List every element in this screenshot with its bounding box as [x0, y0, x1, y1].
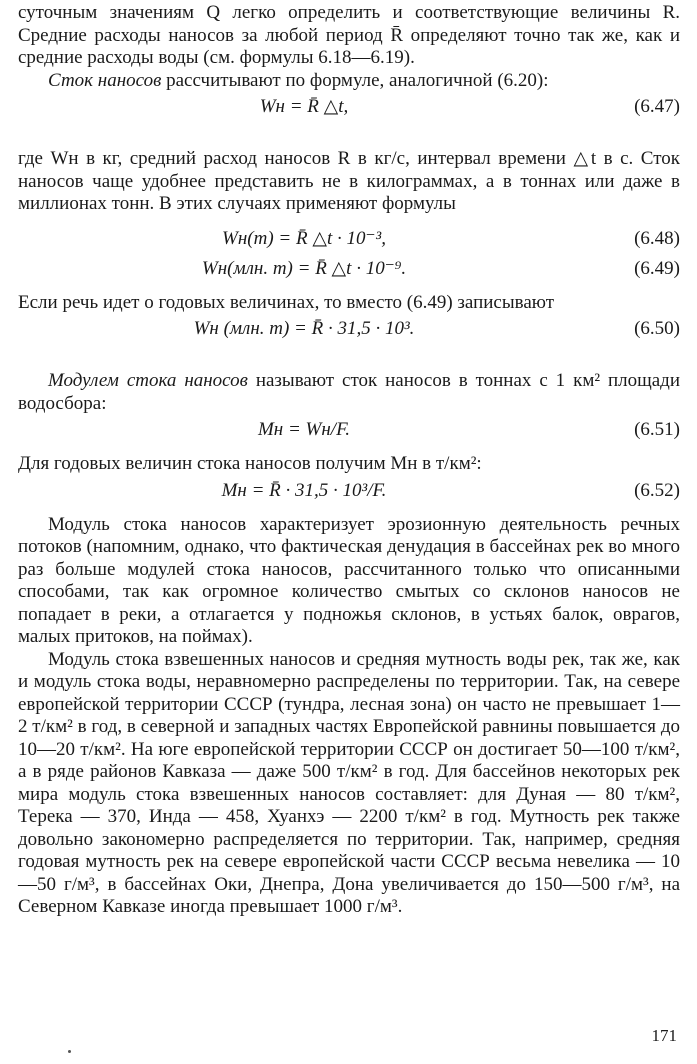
formula-6-47 — [18, 92, 680, 122]
paragraph-units: где Wн в кг, средний расход наносов R в кг/с, интервал времени △t в с. Сток наносов чаще удобнее представить не в килограммах, а в тоннах или даже в миллионах тонн. В этих случаях применяют формулы — [18, 148, 680, 214]
paragraph-erosion: Модуль стока наносов характеризует эрозионную деятельность речных потоков (напомним, однако, что фактическая денудация в бассейнах рек во много раз больше модулей стока наносов, рассчитанного только что описанными способами, так как огромное количество смытых со склонов наносов не попадает в реки, а отлагается у подножья склонов, в устьях балок, оврагов, малых притоков, на поймах). — [18, 513, 680, 647]
formula-6-52-number: (6.52) — [634, 479, 680, 501]
print-speck — [68, 1050, 71, 1053]
formula-6-48-number: (6.48) — [634, 227, 680, 249]
formula-6-48-expression: Wн(т) = R̄ △t · 10⁻³, — [222, 227, 386, 249]
formula-6-48 — [18, 224, 680, 254]
page-number: 171 — [651, 1026, 677, 1045]
formula-6-52 — [18, 476, 680, 506]
formula-6-50-number: (6.50) — [634, 318, 680, 339]
paragraph-distribution: Модуль стока взвешенных наносов и средняя мутность воды рек, так же, как и модуль стока воды, неравномерно распределены по территории. Так, на севере европейской территории СССР (тундра, лесная зона) он часто не превышает 1—2 т/км² в год, в северной и западных частях Европейской равнины повышается до 10—20 т/км². На юге европейской территории СССР он достигает 50—100 т/км², а в ряде районов Кавказа — даже 500 т/км² в год. Для бассейнов некоторых рек мира модуль стока взвешенных наносов составляет: для Дуная — 80 т/км², Терека — 370, Инда — 458, Хуанхэ — 2200 т/км² в год. Мутность рек также довольно закономерно распределяется по территории. Так, например, средняя годовая мутность рек на севере европейской части СССР весьма невелика — 10—50 г/м³, в бассейнах Оки, Днепра, Дона увеличивается до 150—500 г/м³, на Северном Кавказе иногда превышает 1000 г/м³. — [18, 648, 680, 917]
term-sediment-modulus: Модулем стока наносов — [48, 370, 248, 391]
formula-6-52-expression: Mн = R̄ · 31,5 · 10³/F. — [221, 479, 387, 501]
paragraph-sediment-modulus-text: называют сток наносов в тоннах с 1 км² площади водосбора: — [18, 370, 681, 414]
paragraph-annual: Если речь идет о годовых величинах, то вместо (6.49) записывают — [18, 291, 555, 313]
formula-6-47-expression: Wн = R̄ △t, — [259, 96, 349, 117]
paragraph-sediment-runoff — [18, 70, 680, 93]
formula-6-47-number: (6.47) — [634, 96, 680, 117]
formula-6-51 — [18, 415, 680, 445]
paragraph-annual-modulus: Для годовых величин стока наносов получим Mн в т/км²: — [18, 453, 482, 474]
formula-6-49 — [18, 254, 680, 284]
paragraph-sediment-discharge-intro: суточным значениям Q легко определить и соответствующие величины R. Средние расходы наносов за любой период R̄ определяют точно так же, как и средние расходы воды (см. формулы 6.18—6.19). — [18, 2, 680, 68]
paragraph-sediment-modulus — [18, 370, 680, 415]
page-body — [18, 2, 680, 919]
formula-6-49-expression: Wн(млн. т) = R̄ △t · 10⁻⁹. — [201, 257, 407, 279]
formula-6-51-expression: Mн = Wн/F. — [257, 419, 350, 440]
term-sediment-runoff: Сток наносов — [48, 69, 162, 91]
formula-6-49-number: (6.49) — [634, 257, 680, 279]
formula-6-50-expression: Wн (млн. т) = R̄ · 31,5 · 10³. — [193, 318, 415, 339]
formula-6-51-number: (6.51) — [634, 419, 680, 440]
formula-6-50 — [18, 314, 680, 344]
paragraph-sediment-runoff-text: рассчитывают по формуле, аналогичной (6.20): — [161, 69, 549, 91]
